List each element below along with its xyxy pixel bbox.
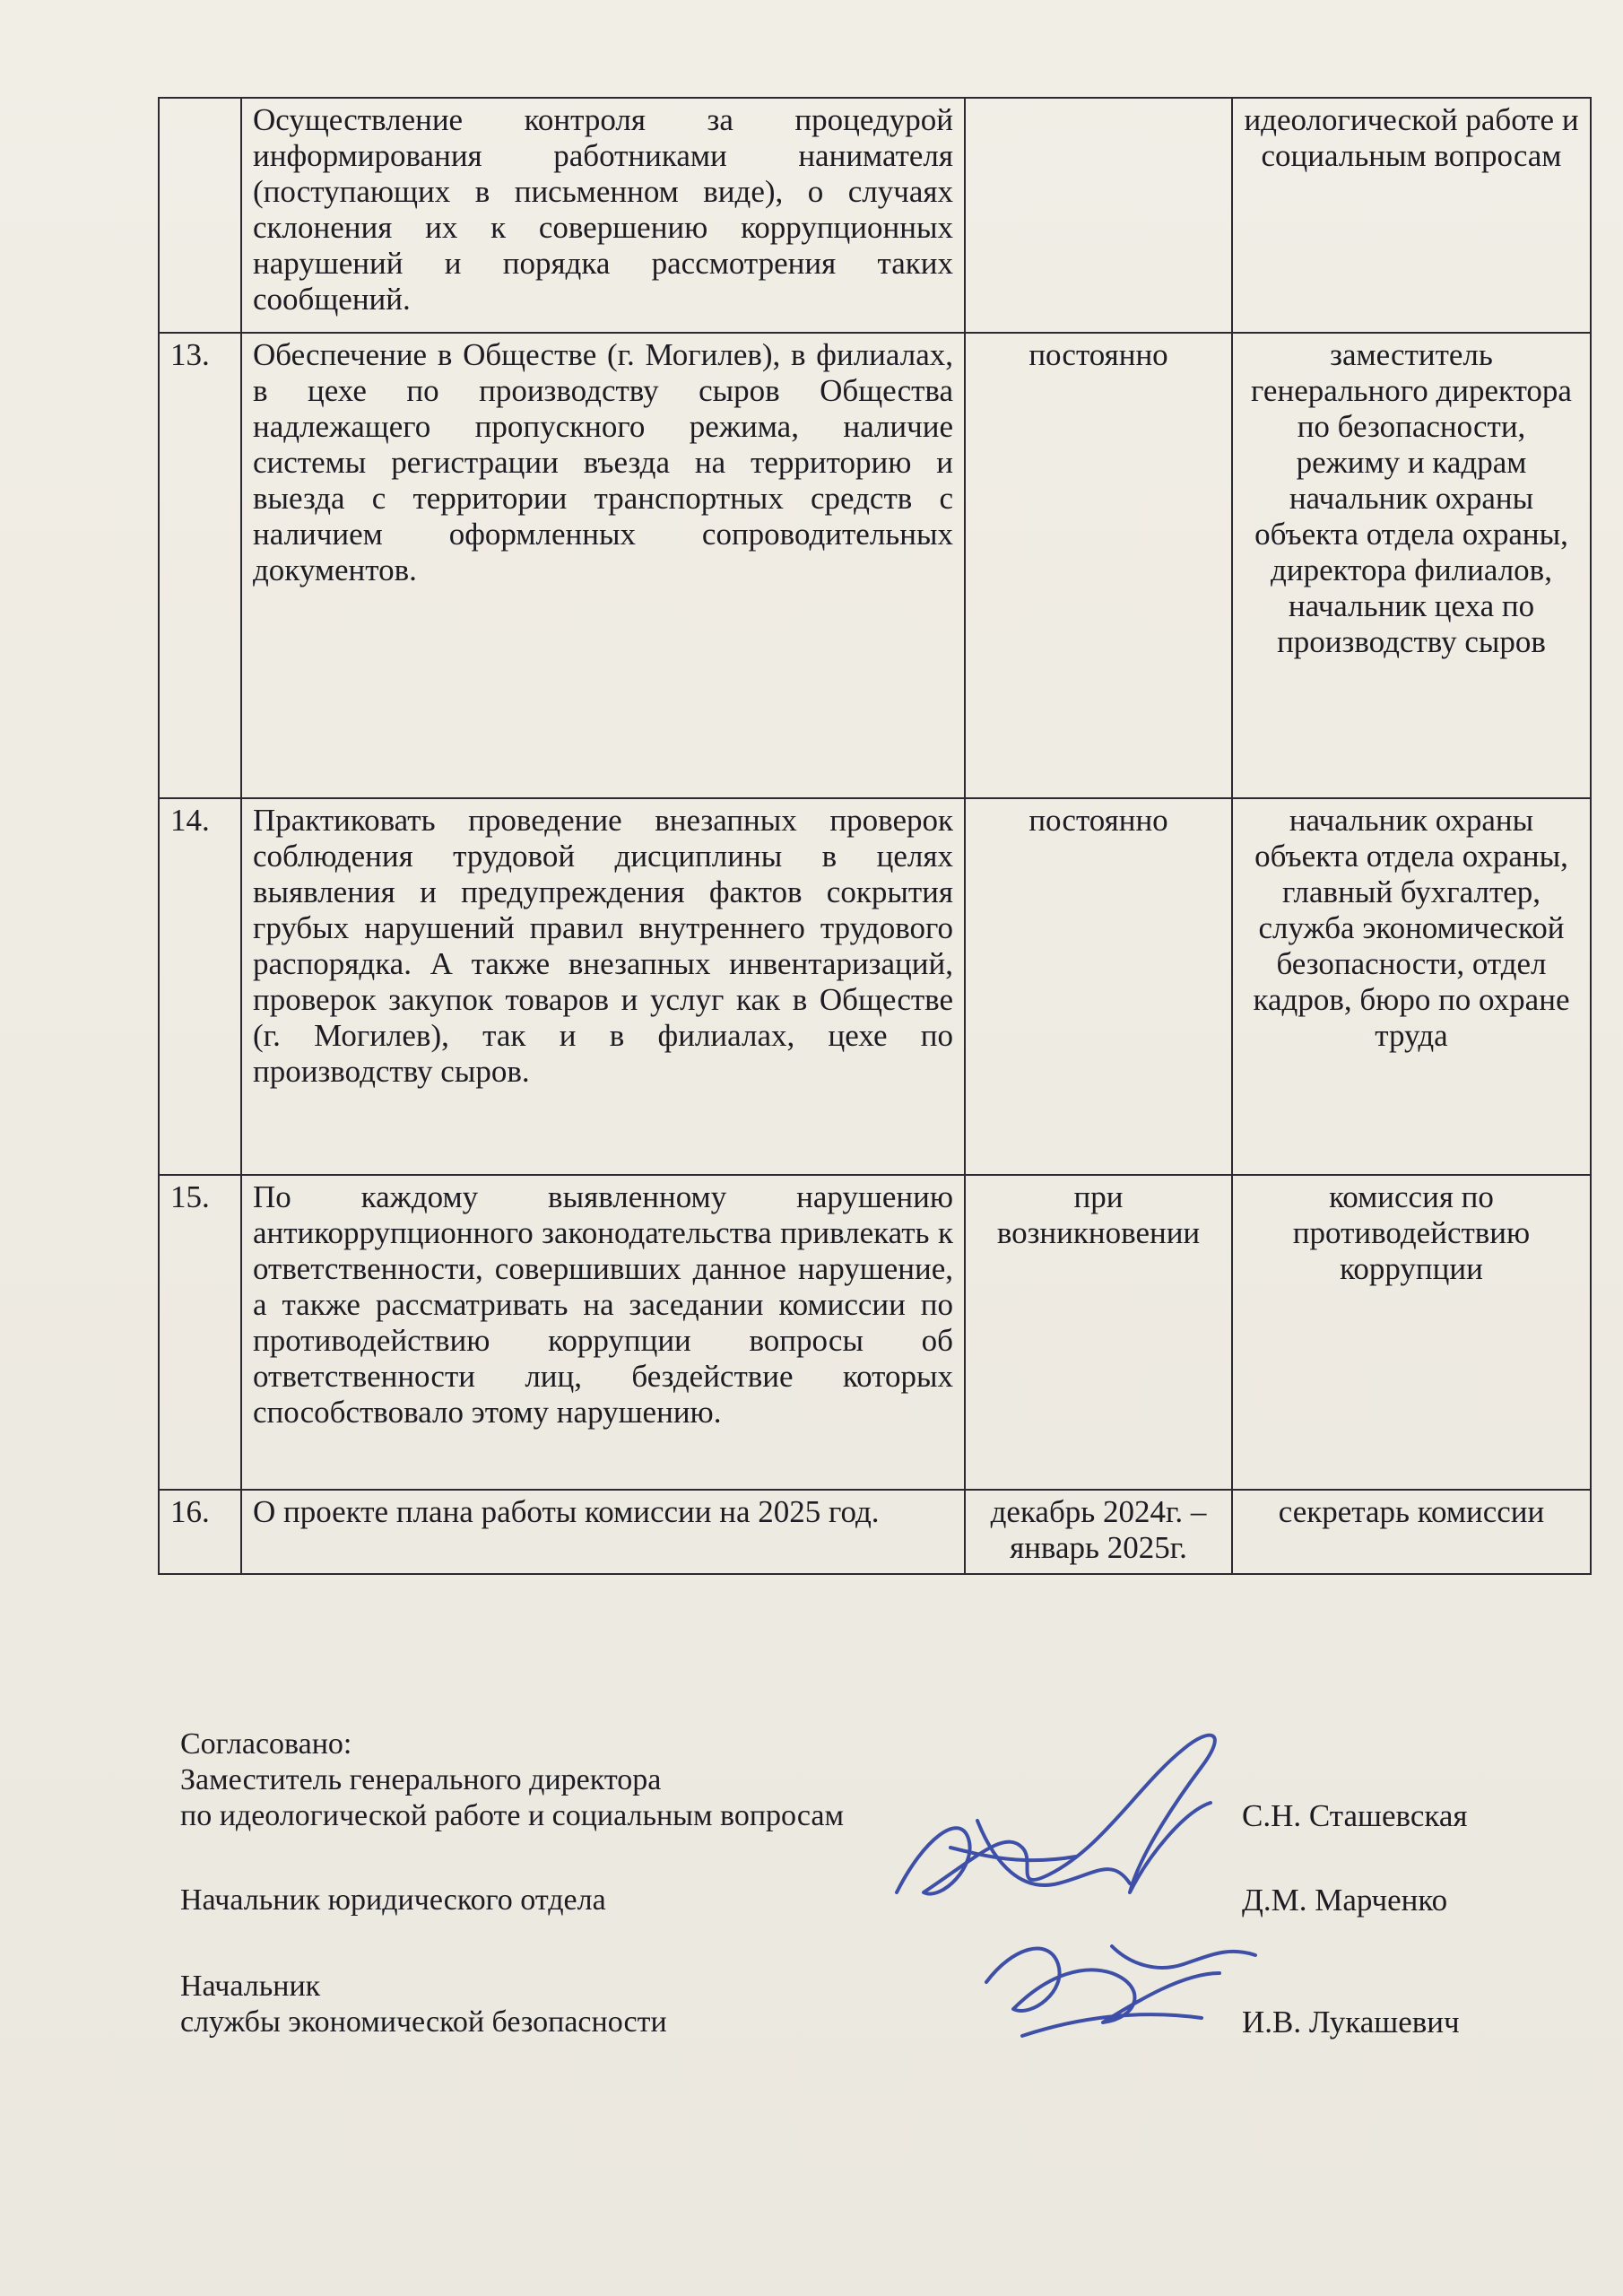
row-number: 16. (159, 1490, 241, 1574)
deputy-title-line-1: Заместитель генерального директора (180, 1763, 662, 1796)
measure-term: декабрь 2024г. – январь 2025г. (965, 1490, 1232, 1574)
table-row (159, 333, 1591, 798)
measure-term: постоянно (965, 333, 1232, 798)
measure-term: постоянно (965, 798, 1232, 1175)
table-row (159, 1175, 1591, 1490)
plan-table (158, 97, 1592, 1575)
measure-executor: секретарь комиссии (1232, 1490, 1591, 1574)
measure-term (965, 98, 1232, 333)
measure-name: Практиковать проведение внезапных проверок соблюдения трудовой дисциплины в целях выявления и предупреждения фактов сокрытия грубых нарушений правил внутреннего трудового распорядка. А также внезапных инвентаризаций, проверок закупок товаров и услуг как в Обществе (г. Могилев), так и в филиалах, цехе по производству сыров. (241, 798, 965, 1175)
agreed-label: Согласовано: (180, 1727, 352, 1761)
row-number: 15. (159, 1175, 241, 1490)
measure-name: О проекте плана работы комиссии на 2025 год. (241, 1490, 965, 1574)
row-number: 14. (159, 798, 241, 1175)
deputy-title-line-2: по идеологической работе и социальным вопросам (180, 1799, 845, 1832)
table-row (159, 98, 1591, 333)
measure-executor: начальник охраны объекта отдела охраны, главный бухгалтер, служба экономической безопасности, отдел кадров, бюро по охране труда (1232, 798, 1591, 1175)
measure-name: По каждому выявленному нарушению антикоррупционного законодательства привлекать к ответственности, совершивших данное нарушение, а также рассматривать на заседании комиссии по противодействию коррупции вопросы об ответственности лиц, бездействие которых способствовало этому нарушению. (241, 1175, 965, 1490)
security-title-line-1: Начальник (180, 1970, 321, 2003)
measure-executor: комиссия по противодействию коррупции (1232, 1175, 1591, 1490)
deputy-name: С.Н. Сташевская (1242, 1798, 1468, 1833)
signature-icon (843, 1677, 1309, 2144)
measure-executor: идеологической работе и социальным вопросам (1232, 98, 1591, 333)
legal-title: Начальник юридического отдела (180, 1883, 606, 1917)
row-number: 13. (159, 333, 241, 798)
security-name: И.В. Лукашевич (1242, 2005, 1460, 2039)
measure-executor: заместитель генерального директора по безопасности, режиму и кадрам начальник охраны объекта отдела охраны, директора филиалов, начальник цеха по производству сыров (1232, 333, 1591, 798)
measure-name: Обеспечение в Обществе (г. Могилев), в филиалах, в цехе по производству сыров Общества надлежащего пропускного режима, наличие системы регистрации въезда на территорию и выезда с территории транспортных средств с наличием оформленных сопроводительных документов. (241, 333, 965, 798)
legal-name: Д.М. Марченко (1242, 1883, 1448, 1918)
row-number (159, 98, 241, 333)
table-row (159, 1490, 1591, 1574)
measure-term: при возникновении (965, 1175, 1232, 1490)
measure-name: Осуществление контроля за процедурой информирования работниками нанимателя (поступающих в письменном виде), о случаях склонения их к совершению коррупционных нарушений и порядка рассмотрения таких сообщений. (241, 98, 965, 333)
table-row (159, 798, 1591, 1175)
security-title-line-2: службы экономической безопасности (180, 2005, 667, 2039)
